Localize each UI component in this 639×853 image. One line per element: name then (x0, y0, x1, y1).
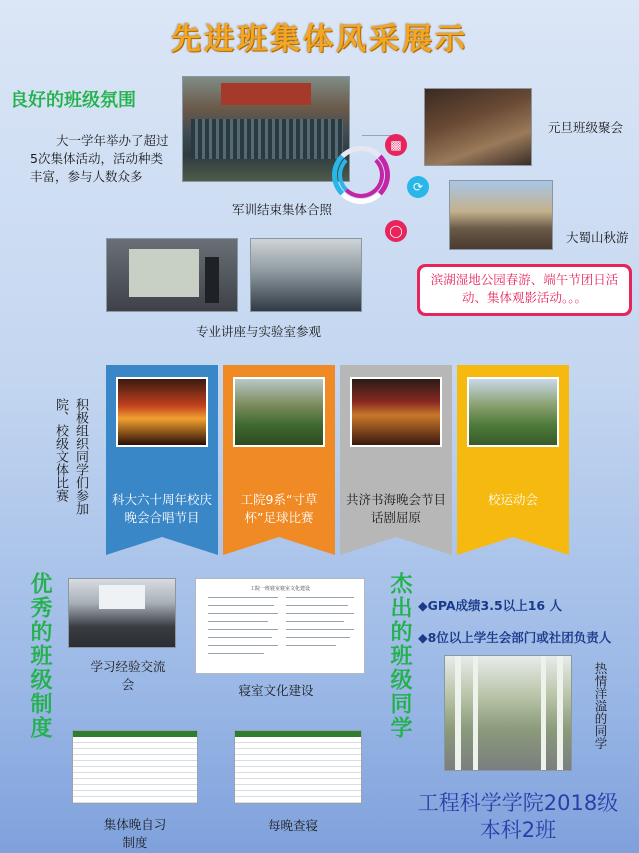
banner-1 (106, 365, 218, 555)
dorm-culture-document (195, 578, 365, 674)
bike-icon: ◯ (385, 220, 407, 242)
class-name (398, 790, 638, 844)
students-heading: 杰出的班级同学 (387, 572, 412, 740)
class-name-line2: 本科2班 (479, 818, 557, 842)
lab-visit-photo (250, 238, 362, 312)
chart-icon: ▩ (385, 134, 407, 156)
dorm-doc-title: 工院一班寝室寝室文化建设 (249, 586, 310, 592)
banner-2-label: 工院9系“寸草杯”足球比赛 (240, 492, 318, 525)
dorm-culture-caption: 寝室文化建设 (238, 683, 314, 698)
drama-photo (350, 377, 442, 447)
atmosphere-description: 大一学年举办了超过5次集体活动，活动种类丰富，参与人数众多 (30, 133, 169, 184)
atmosphere-heading: 良好的班级氛围 (10, 90, 136, 111)
self-study-spreadsheet (72, 730, 198, 804)
banner-3-label: 共济书海晚会节目话剧屈原 (345, 492, 446, 525)
banner-3 (340, 365, 452, 555)
chorus-photo (116, 377, 208, 447)
page-title: 先进班集体风采展示 (171, 22, 468, 57)
study-meeting-photo (68, 578, 176, 648)
military-training-photo (182, 76, 350, 182)
newyear-caption: 元旦班级聚会 (548, 120, 624, 135)
study-meeting-caption: 学习经验交流会 (90, 659, 166, 692)
banner-4-label: 校运动会 (487, 492, 538, 507)
culture-side-note: 积极组织同学们参加院、校级文体比赛 (53, 398, 88, 515)
classmates-photo (444, 655, 572, 771)
run-icon: ⟳ (407, 176, 429, 198)
banner-4 (457, 365, 569, 555)
dorm-check-caption: 每晚查寝 (268, 818, 319, 833)
gpa-bullet: ◆GPA成绩3.5以上16 人 (418, 598, 562, 613)
autumn-trip-photo (449, 180, 553, 250)
banner-1-label: 科大六十周年校庆晚会合唱节目 (111, 492, 212, 525)
football-photo (233, 377, 325, 447)
lecture-photo (106, 238, 238, 312)
autumn-caption: 大蜀山秋游 (566, 230, 629, 245)
leaders-bullet: ◆8位以上学生会部门或社团负责人 (418, 630, 612, 645)
dorm-check-spreadsheet (234, 730, 362, 804)
self-study-caption: 集体晚自习制度 (103, 817, 167, 850)
students-side-note: 热情洋溢的同学 (593, 662, 608, 750)
newyear-party-photo (424, 88, 532, 166)
activities-note: 滨湖湿地公园春游、端午节团日活动、集体观影活动。。。 (420, 267, 629, 313)
military-caption: 军训结束集体合照 (232, 202, 333, 217)
system-heading: 优秀的班级制度 (27, 572, 52, 740)
sports-meet-photo (467, 377, 559, 447)
lecture-caption: 专业讲座与实验室参观 (196, 324, 322, 339)
class-name-line1: 工程科学学院2018级 (417, 791, 619, 815)
banner-2 (223, 365, 335, 555)
activities-note-box (417, 264, 632, 316)
